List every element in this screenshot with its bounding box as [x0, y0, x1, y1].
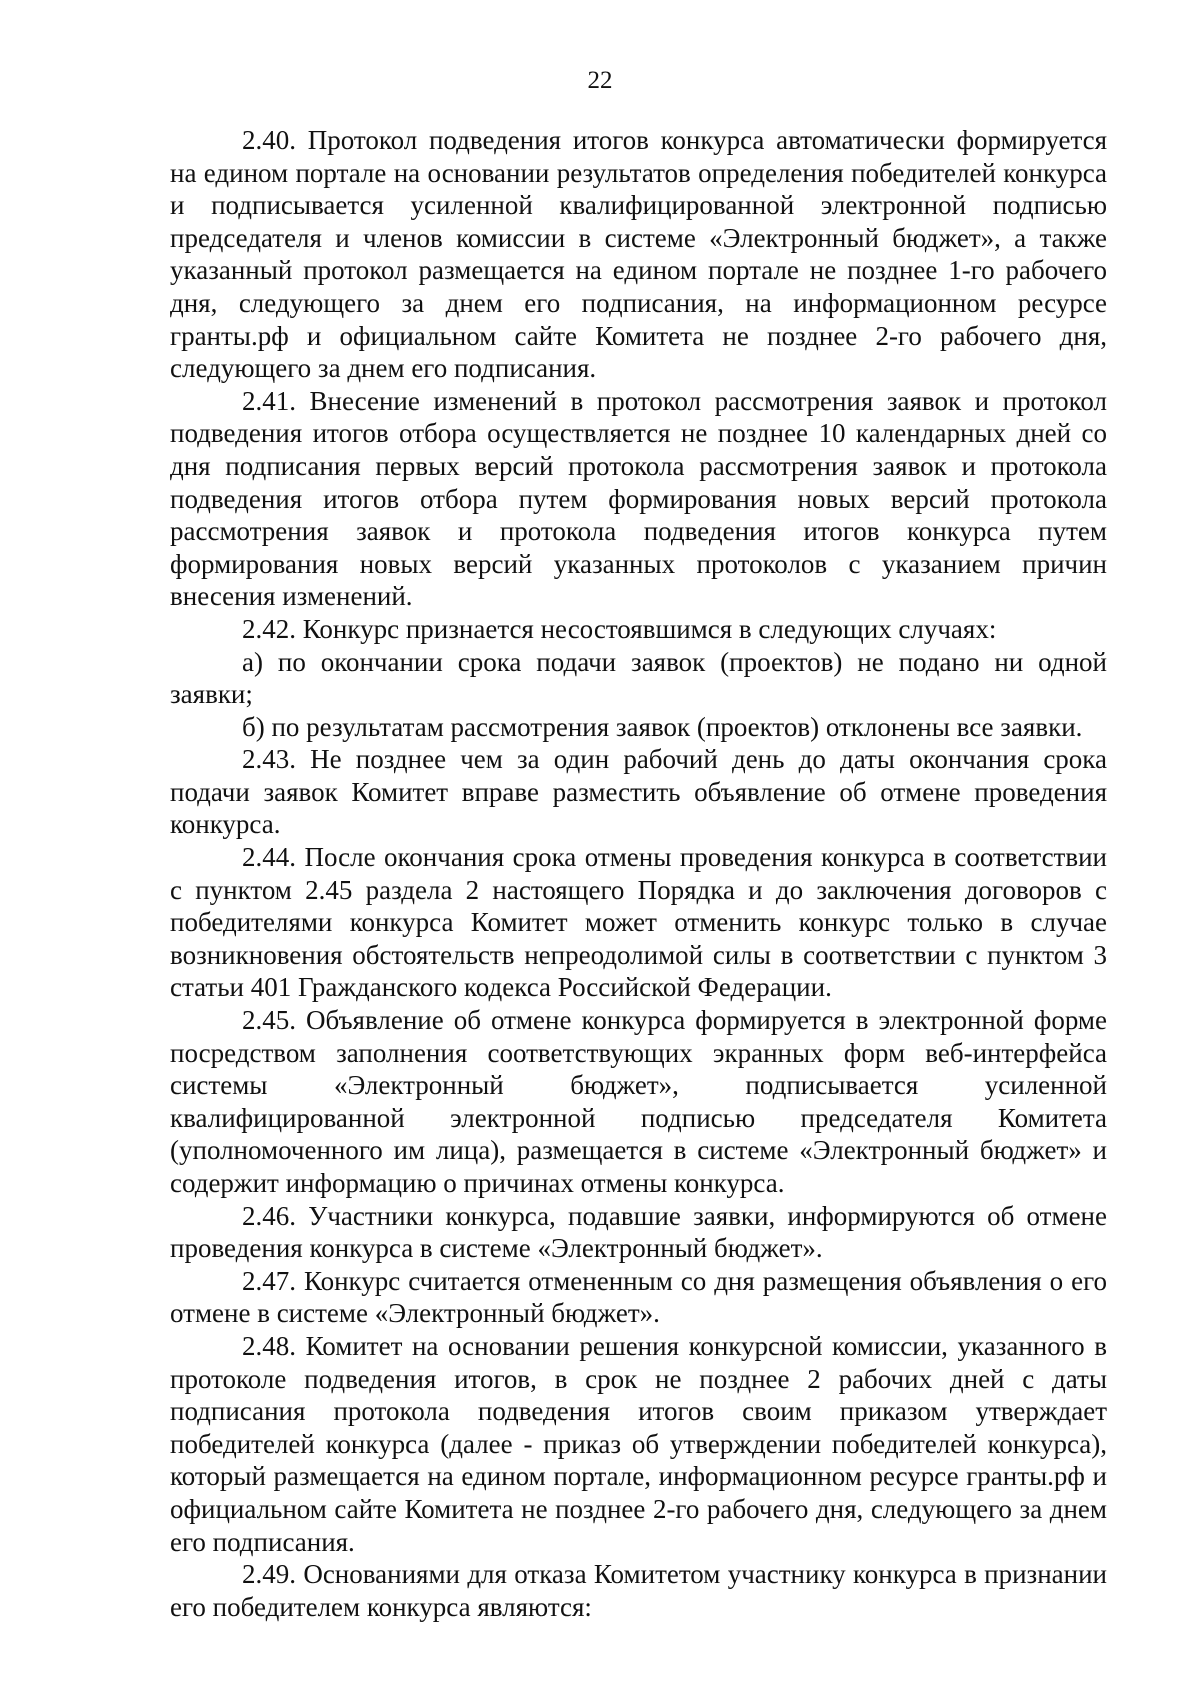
paragraph-2-48: 2.48. Комитет на основании решения конкурсной комиссии, указанного в протоколе подведения итогов, в срок не позднее 2 рабочих дней с даты подписания протокола подведения итогов своим приказом утверждает победителей конкурса (далее - приказ об утверждении победителей конкурса), который размещается на едином портале, информационном ресурсе гранты.рф и официальном сайте Комитета не позднее 2-го рабочего дня, следующего за днем его подписания. — [170, 1330, 1107, 1557]
paragraph-2-41: 2.41. Внесение изменений в протокол рассмотрения заявок и протокол подведения итогов отбора осуществляется не позднее 10 календарных дней со дня подписания первых версий протокола рассмотрения заявок и протокола подведения итогов отбора путем формирования новых версий протокола рассмотрения заявок и протокола подведения итогов конкурса путем формирования новых версий указанных протоколов с указанием причин внесения изменений. — [170, 385, 1107, 612]
paragraph-2-40: 2.40. Протокол подведения итогов конкурса автоматически формируется на едином портале на основании результатов определения победителей конкурса и подписывается усиленной квалифицированной электронной подписью председателя и членов комиссии в системе «Электронный бюджет», а также указанный протокол размещается на едином портале не позднее 1-го рабочего дня, следующего за днем его подписания, на информационном ресурсе гранты.рф и официальном сайте Комитета не позднее 2-го рабочего дня, следующего за днем его подписания. — [170, 125, 1107, 384]
page-number: 22 — [587, 67, 613, 94]
document-body — [170, 124, 1107, 1623]
paragraph-2-42-a: а) по окончании срока подачи заявок (проектов) не подано ни одной заявки; — [170, 646, 1107, 710]
paragraph-2-42-b: б) по результатам рассмотрения заявок (проектов) отклонены все заявки. — [242, 711, 1083, 742]
paragraph-2-44: 2.44. После окончания срока отмены проведения конкурса в соответствии с пунктом 2.45 раздела 2 настоящего Порядка и до заключения договоров с победителями конкурса Комитет может отменить конкурс только в случае возникновения обстоятельств непреодолимой силы в соответствии с пунктом 3 статьи 401 Гражданского кодекса Российской Федерации. — [170, 842, 1107, 1003]
paragraph-2-42: 2.42. Конкурс признается несостоявшимся в следующих случаях: — [242, 613, 997, 644]
paragraph-2-49: 2.49. Основаниями для отказа Комитетом участнику конкурса в признании его победителем конкурса являются: — [170, 1559, 1107, 1622]
paragraph-2-43: 2.43. Не позднее чем за один рабочий день до даты окончания срока подачи заявок Комитет вправе разместить объявление об отмене проведения конкурса. — [170, 744, 1107, 840]
paragraph-2-47: 2.47. Конкурс считается отмененным со дня размещения объявления о его отмене в системе «Электронный бюджет». — [170, 1265, 1107, 1329]
paragraph-2-46: 2.46. Участники конкурса, подавшие заявки, информируются об отмене проведения конкурса в системе «Электронный бюджет». — [170, 1200, 1107, 1264]
paragraph-2-45: 2.45. Объявление об отмене конкурса формируется в электронной форме посредством заполнения соответствующих экранных форм веб-интерфейса системы «Электронный бюджет», подписывается усиленной квалифицированной электронной подписью председателя Комитета (уполномоченного им лица), размещается в системе «Электронный бюджет» и содержит информацию о причинах отмены конкурса. — [170, 1005, 1107, 1198]
